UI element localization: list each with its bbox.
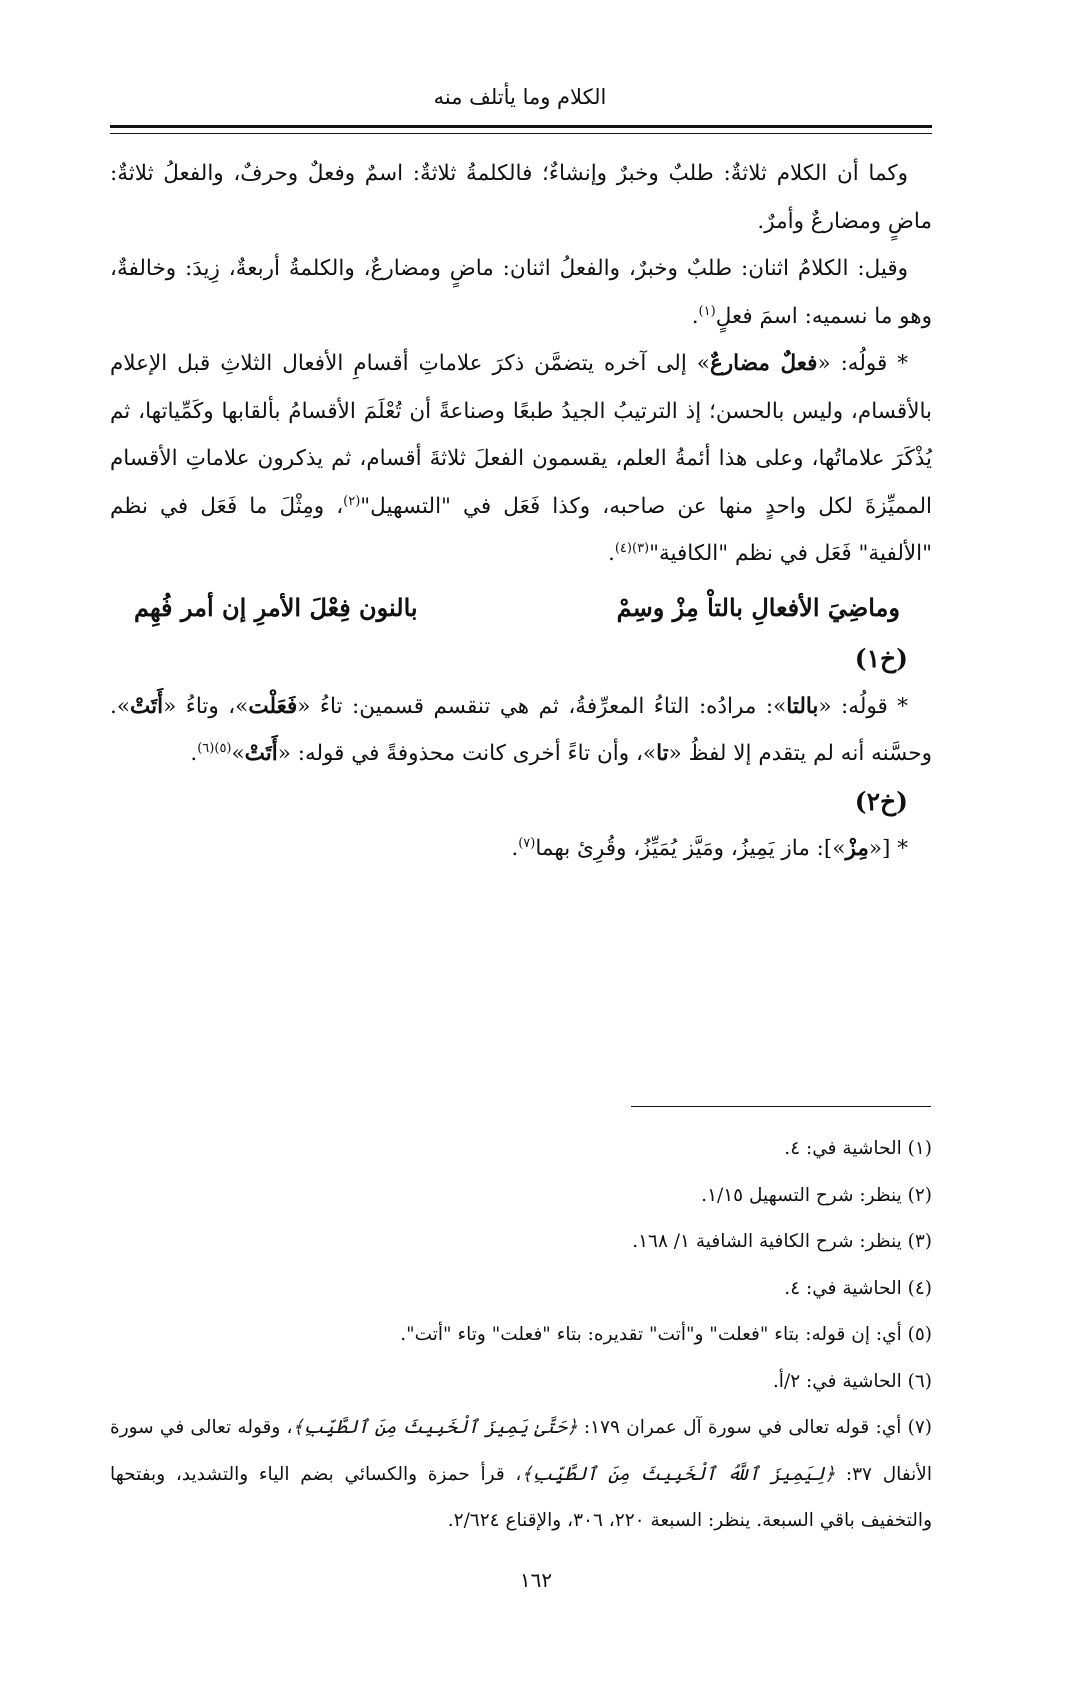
main-text [110,150,932,873]
footnote-7-b: ، وقوله تعالى في سورة الأنفال ٣٧: [110,1417,932,1485]
footnote-2: (٢) ينظر: شرح التسهيل ١/١٥. [701,1184,932,1206]
footnote-separator [631,1106,931,1107]
footnote-ref-2: (٢) [343,493,361,509]
paragraph-4-c: »: مرادُه: التاءُ المعرِّفةُ، ثم هي تنقسم قسمين: تاءُ « [297,693,787,719]
footnote-ref-1: (١) [698,303,716,319]
footnote-ref-5-6: (٥)(٦) [197,740,232,756]
paragraph-4 [110,683,932,778]
paragraph-4-e: »، وتاءُ « [163,693,249,719]
quoted-term-fiel-mudari: فعلٌ مضارعٌ [709,351,818,376]
quoted-term-atat-2: أَتَتْ [244,741,278,766]
quran-quote-1: ﴿حَتَّىٰ يَمِيزَ ٱلْخَبِيثَ مِنَ ٱلطَّيِّبِ﴾ [292,1417,578,1438]
quoted-term-atat: أَتَتْ [130,693,164,719]
paragraph-5-a: * [« [868,836,908,861]
running-header: الكلام وما يأتلف منه [433,85,607,109]
paragraph-2-text: وقيل: الكلامُ اثنان: طلبٌ وخبرٌ، والفعلُ اثنان: ماضٍ ومضارعٌ، والكلمةُ أربعةٌ، زِيدَ: وخالفةٌ، وهو ما نسميه: اسمَ فعلٍ [110,256,932,329]
quran-quote-2: ﴿لِيَمِيزَ ٱللَّهُ ٱلْخَبِيثَ مِنَ ٱلطَّيِّبِ﴾ [521,1463,836,1485]
header-rule-thin [110,133,932,134]
verse-second-hemistich: بالنون فِعْلَ الأمرِ إن أمر فُهِم [134,592,418,622]
quoted-term-miz: مِزْ [845,836,869,861]
footnote-1: (١) الحاشية في: ٤. [784,1138,932,1159]
footnote-ref-3-4: (٣)(٤) [614,540,650,556]
quoted-term-bilta: بالتا [786,693,819,719]
paragraph-3-end: . [608,541,615,566]
footnote-4: (٤) الحاشية في: ٤. [784,1277,932,1299]
footnote-ref-7: (٧) [518,835,536,851]
paragraph-4-i: »، وأن تاءً أخرى كانت محذوفةً في قوله: « [277,741,657,766]
paragraph-2-end: . [691,303,699,329]
paragraph-4-a: * قولُه: « [818,693,908,719]
paragraph-4-g: ». وحسَّنه أنه لم يتقدم إلا لفظُ « [110,693,932,766]
paragraph-3-mid: ، ومِثْلَ ما فَعَل في نظم "الألفية" فَعَل في نظم "الكافية" [110,493,932,566]
footnotes [110,1126,932,1545]
paragraph-4-end: . [190,741,198,766]
manuscript-marker-1: (خ١) [854,644,908,673]
paragraph-3 [110,340,932,578]
paragraph-2 [110,245,932,340]
quoted-term-faalt: فَعَلْت [248,693,298,719]
footnote-7-c: ، قرأ حمزة والكسائي بضم الياء والتشديد، وبفتحها والتخفيف باقي السبعة. ينظر: السبعة ٢٢٠، ٣٠٦، والإقناع ٢/٦٢٤. [110,1463,932,1531]
footnote-7-a: (٧) أي: قوله تعالى في سورة آل عمران ١٧٩: [577,1417,932,1438]
poetry-verse [110,584,932,632]
paragraph-4-k: » [231,741,245,766]
quoted-term-ta: تا [656,741,669,766]
footnote-5: (٥) أي: إن قوله: بتاء "فعلت" و"أتت" تقديره: بتاء "فعلت" وتاء "أتت". [400,1324,932,1345]
footnote-3: (٣) ينظر: شرح الكافية الشافية ١/ ١٦٨. [632,1231,932,1252]
paragraph-1: وكما أن الكلام ثلاثةٌ: طلبٌ وخبرٌ وإنشاءٌ؛ فالكلمةُ ثلاثةٌ: اسمٌ وفعلٌ وحرفٌ، والفعلُ ثلاثةٌ: ماضٍ ومضارعٌ وأمرٌ. [110,161,932,234]
paragraph-5-c: »]: ماز يَمِيزُ، ومَيَّز يُمَيِّزُ، وقُرِئ بهما [535,836,846,861]
paragraph-5 [110,825,932,873]
paragraph-5-end: . [511,836,519,861]
footnote-6: (٦) الحاشية في: ٢/أ. [772,1370,932,1392]
paragraph-3-rest: » إلى آخره يتضمَّن ذكرَ علاماتِ أقسامِ الأفعال الثلاثِ قبل الإعلام بالأقسام، وليس بالحسن؛ إذ الترتيبُ الجيدُ طبعًا وصناعةً أن تُعْلَمَ الأقسامُ بألقابها وكَمِّياتها، ثم يُذْكَرَ علاماتُها، وعلى هذا أئمةُ العلم، يقسمون الفعلَ ثلاثةَ أقسام، ثم يذكرون علاماتِ الأقسام المميِّزةَ لكل واحدٍ منها عن صاحبه، وكذا فَعَل في "التسهيل" [110,351,933,519]
footnote-7 [110,1405,932,1545]
manuscript-marker-2: (خ٢) [854,786,908,816]
verse-first-hemistich: وماضِيَ الأفعالِ بالتاْ مِزْ وسِمْ [616,592,900,622]
page-number: ١٦٢ [519,1568,553,1592]
header-rule-thick [110,125,932,128]
paragraph-3-start: * قولُه: « [817,351,908,376]
